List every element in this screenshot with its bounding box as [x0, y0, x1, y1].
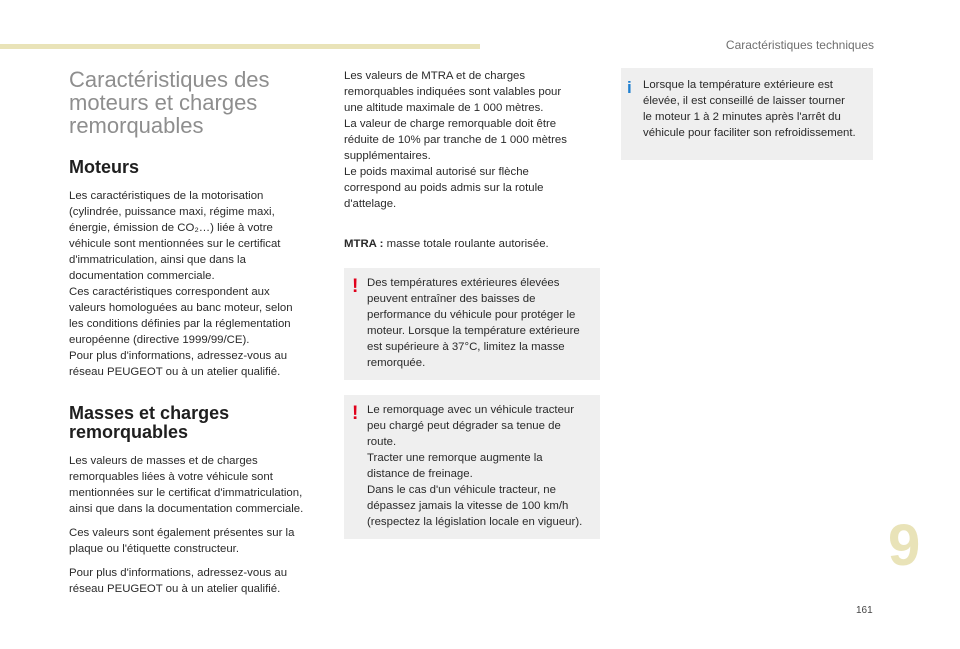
- heading-line: remorquables: [69, 422, 189, 442]
- masses-heading: [69, 404, 325, 442]
- text-line: d'attelage.: [344, 198, 397, 210]
- text-line: documentation commerciale.: [69, 270, 215, 282]
- moteurs-paragraph: [69, 188, 325, 380]
- text-line: Dans le cas d'un véhicule tracteur, ne: [367, 484, 556, 496]
- mtra-text: masse totale roulante autorisée.: [383, 238, 549, 250]
- text-line: valeurs homologuées au banc moteur, selon: [69, 302, 293, 314]
- text-line: Le remorquage avec un véhicule tracteur: [367, 404, 575, 416]
- text-line: Ces caractéristiques correspondent aux: [69, 286, 270, 298]
- heading-line: Masses et charges: [69, 403, 230, 423]
- text-line: plaque ou l'étiquette constructeur.: [69, 543, 239, 555]
- text-line: (cylindrée, puissance maxi, régime maxi,: [69, 206, 275, 218]
- text-line: Les valeurs de masses et de charges: [69, 455, 258, 467]
- column-left: [69, 68, 325, 605]
- masses-paragraph-3: [69, 565, 325, 597]
- warning-icon: !: [352, 276, 359, 297]
- text-line: Les caractéristiques de la motorisation: [69, 190, 264, 202]
- page-title-line: remorquables: [69, 113, 204, 138]
- text-line: Ces valeurs sont également présentes sur la: [69, 527, 295, 539]
- page-title-line: Caractéristiques des: [69, 67, 270, 92]
- text-line: remorquables liées à votre véhicule sont: [69, 471, 273, 483]
- section-title: Caractéristiques techniques: [725, 38, 874, 52]
- text-line: Le poids maximal autorisé sur flèche: [344, 166, 529, 178]
- text-line: Lorsque la température extérieure est: [643, 79, 833, 91]
- text-line: remorquables indiquées sont valables pour: [344, 86, 562, 98]
- mtra-definition: [344, 236, 600, 252]
- text-line: Pour plus d'informations, adressez-vous au: [69, 567, 288, 579]
- warning-icon: !: [352, 403, 359, 424]
- moteurs-heading: Moteurs: [69, 157, 140, 177]
- warning-text: [367, 275, 594, 371]
- text-line: remorquée.: [367, 357, 426, 369]
- column-right: [621, 68, 873, 160]
- text-line: européenne (directive 1999/99/CE).: [69, 334, 250, 346]
- text-line: véhicule pour faciliter son refroidissement.: [643, 127, 856, 139]
- chapter-number: 9: [888, 513, 921, 578]
- text-line: dépassez jamais la vitesse de 100 km/h: [367, 500, 569, 512]
- info-icon: i: [627, 78, 632, 97]
- text-line: ainsi que dans la documentation commerciale.: [69, 503, 304, 515]
- header-accent-bar: [0, 44, 480, 49]
- text-line: distance de freinage.: [367, 468, 473, 480]
- text-line: une altitude maximale de 1 000 mètres.: [344, 102, 544, 114]
- text-line: (respectez la législation locale en vigueur).: [367, 516, 583, 528]
- text-line: est supérieure à 37°C, limitez la masse: [367, 341, 565, 353]
- text-line: réduite de 10% par tranche de 1 000 mètres: [344, 134, 567, 146]
- column-middle: [344, 68, 600, 554]
- page-title: [69, 68, 325, 137]
- masses-paragraph-2: [69, 525, 325, 557]
- warning-box-temperature: [344, 268, 600, 380]
- text-line: moteur. Lorsque la température extérieure: [367, 325, 580, 337]
- text-line: correspond au poids admis sur la rotule: [344, 182, 544, 194]
- page-number: 161: [856, 605, 873, 616]
- text-line: peuvent entraîner des baisses de: [367, 293, 536, 305]
- text-line: Les valeurs de MTRA et de charges: [344, 70, 526, 82]
- page-title-line: moteurs et charges: [69, 90, 258, 115]
- text-line: réseau PEUGEOT ou à un atelier qualifié.: [69, 583, 281, 595]
- mtra-label: MTRA :: [344, 238, 384, 250]
- text-line: supplémentaires.: [344, 150, 431, 162]
- masses-paragraph-1: [69, 453, 325, 517]
- text-line: réseau PEUGEOT ou à un atelier qualifié.: [69, 366, 281, 378]
- text-line: élevée, il est conseillé de laisser tourner: [643, 95, 845, 107]
- text-line: énergie, émission de CO₂…) liée à votre: [69, 222, 273, 234]
- warning-text: [367, 402, 594, 530]
- text-line: mentionnées sur le certificat d'immatriculation,: [69, 487, 303, 499]
- text-line: le moteur 1 à 2 minutes après l'arrêt du: [643, 111, 841, 123]
- text-line: performance du véhicule pour protéger le: [367, 309, 576, 321]
- text-line: peu chargé peut dégrader sa tenue de: [367, 420, 561, 432]
- text-line: La valeur de charge remorquable doit être: [344, 118, 557, 130]
- text-line: route.: [367, 436, 397, 448]
- text-line: les conditions définies par la réglementation: [69, 318, 291, 330]
- text-line: Tracter une remorque augmente la: [367, 452, 543, 464]
- text-line: Pour plus d'informations, adressez-vous au: [69, 350, 288, 362]
- info-text: [643, 77, 867, 141]
- info-box-cooling: [621, 68, 873, 160]
- text-line: Des températures extérieures élevées: [367, 277, 560, 289]
- mtra-values-paragraph: [344, 68, 600, 212]
- text-line: d'immatriculation, ainsi que dans la: [69, 254, 246, 266]
- text-line: véhicule sont mentionnées sur le certificat: [69, 238, 281, 250]
- warning-box-towing: [344, 395, 600, 539]
